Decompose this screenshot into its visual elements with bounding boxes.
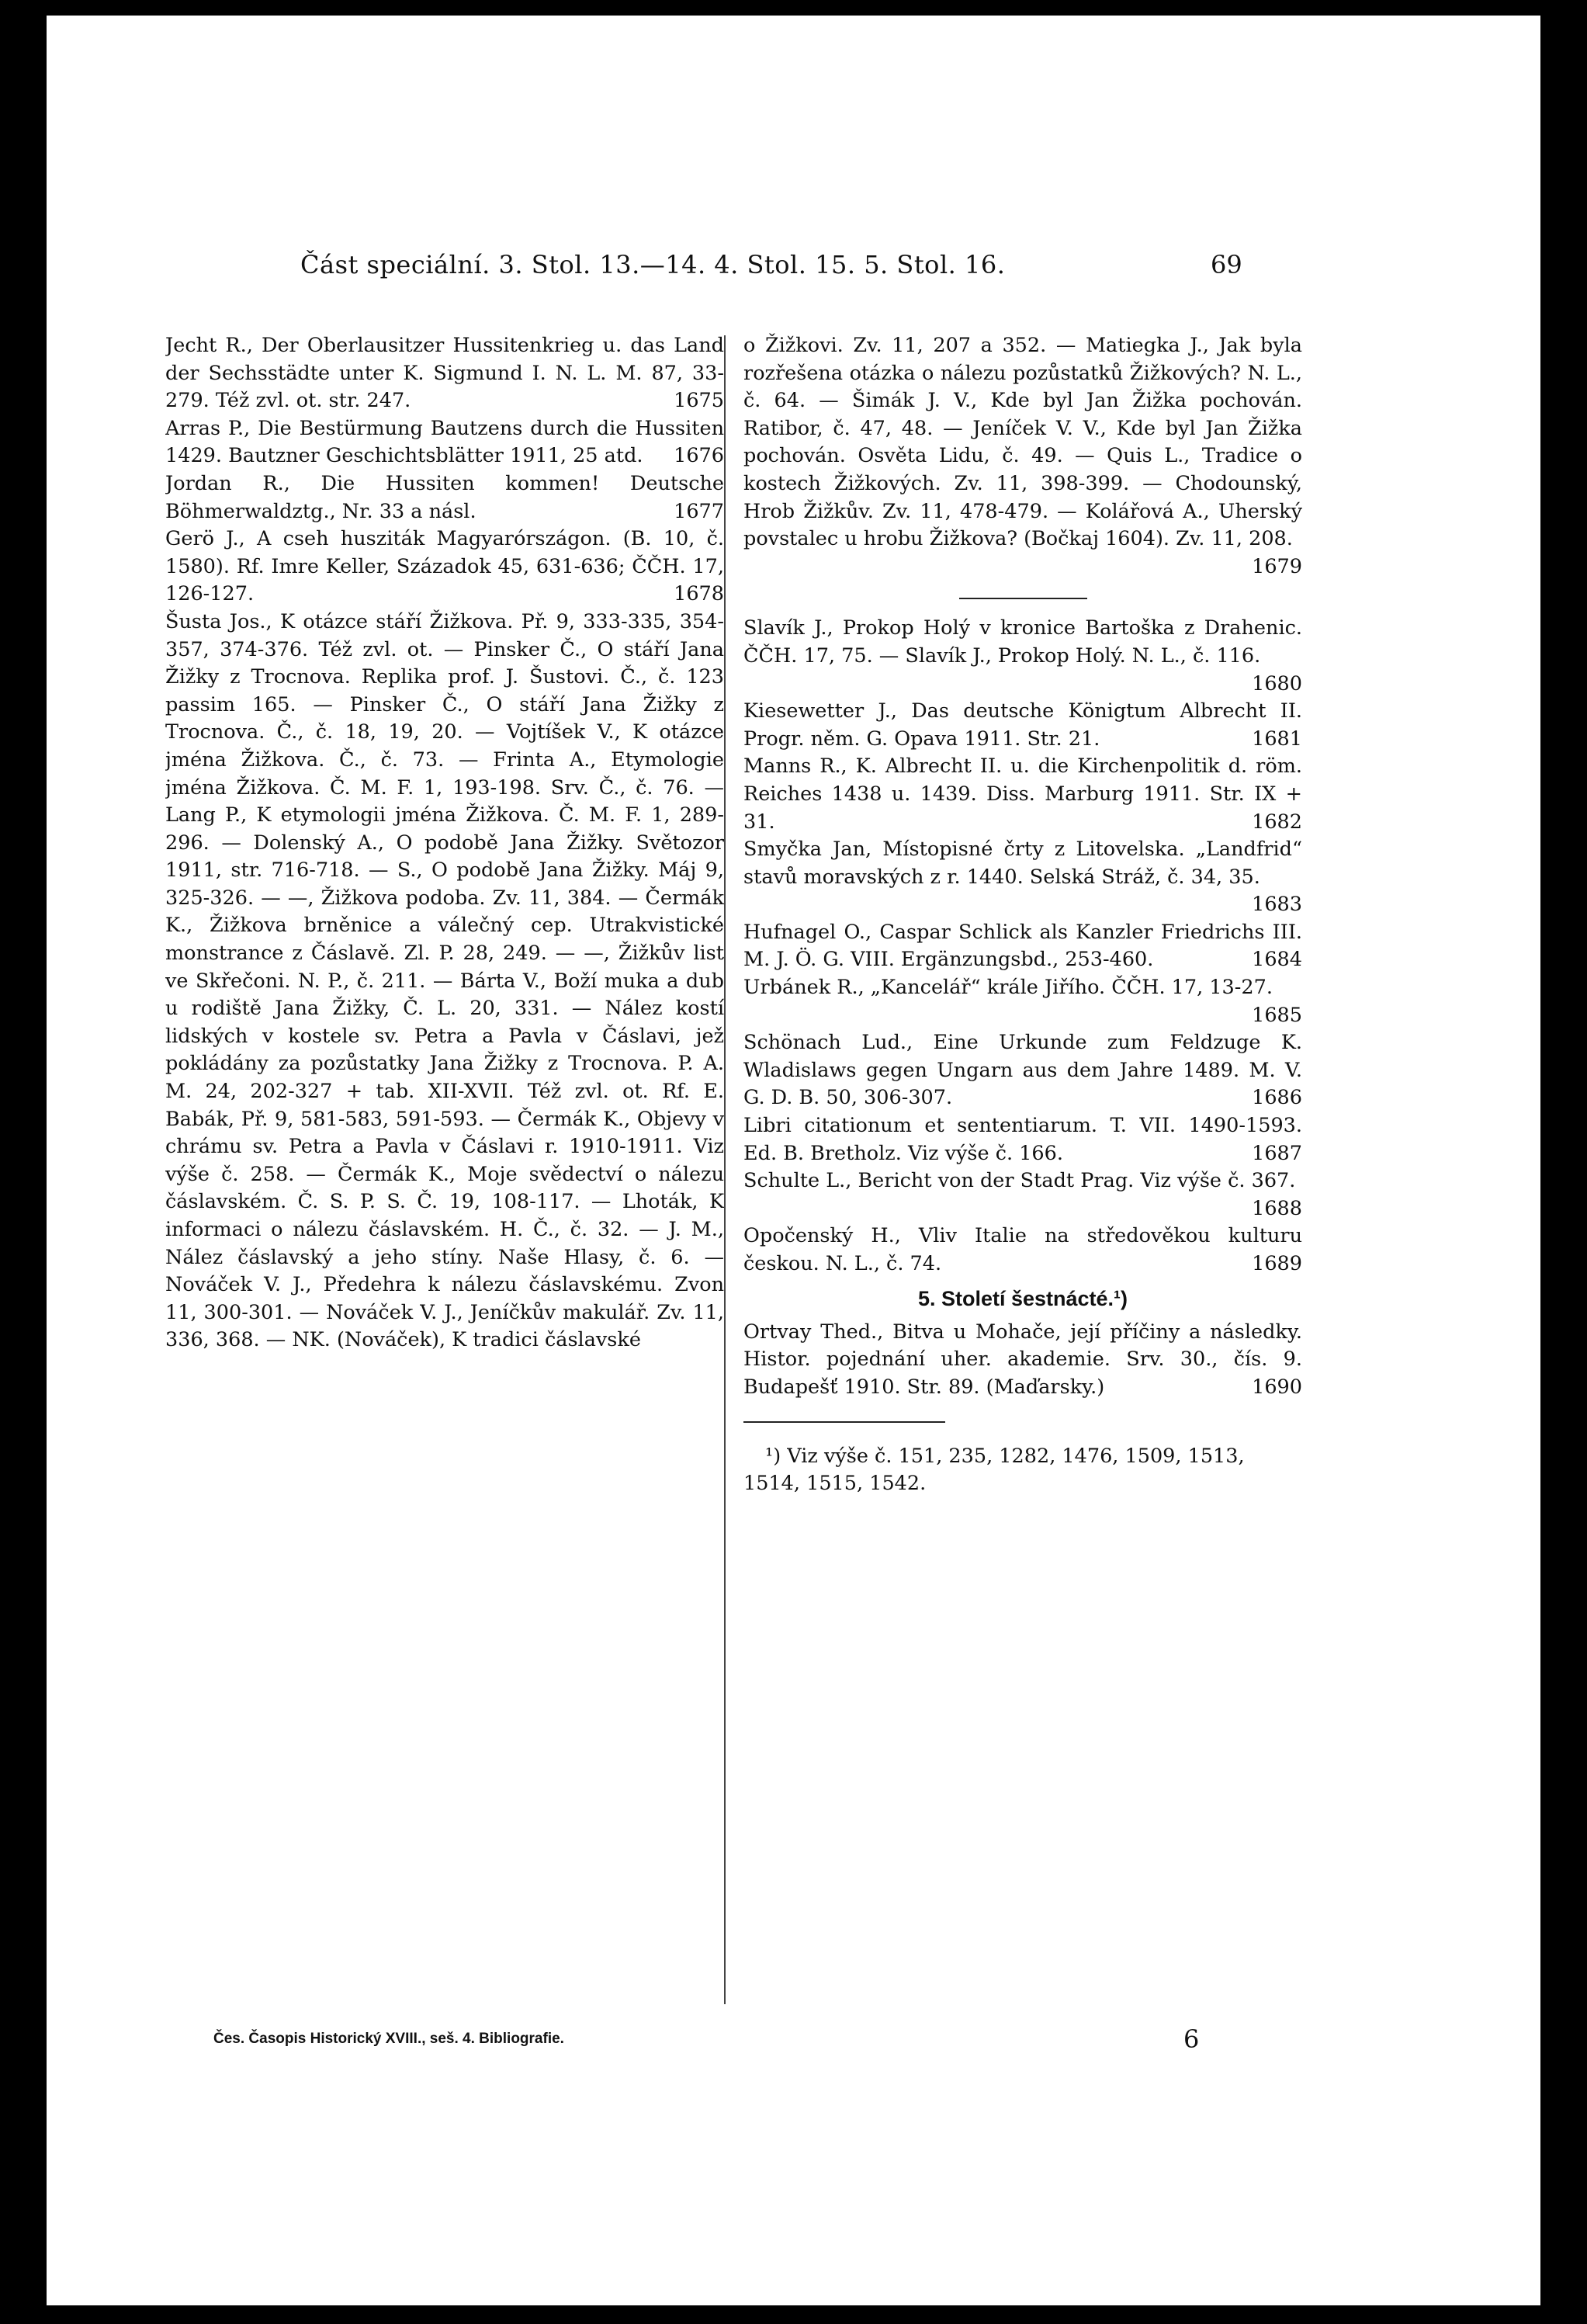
bibliography-entry-1687 — [743, 1112, 1302, 1167]
entry-number: 1676 — [674, 444, 724, 468]
section-heading: 5. Století šestnácté.¹) — [917, 1286, 1128, 1310]
entry-text: o Žižkovi. Zv. 11, 207 a 352. — Matiegka J., Jak byla rozřešena otázka o nálezu pozůstatků Žižkových? N. L., č. 64. — Šimák J. V., Kde byl Jan Žižka pochován. Ratibor, č. 47, 48. — Jeníček V. V., Kde byl Jan Žižka pochován. Osvěta Lidu, č. 49. — Quis L., Tradice o kostech Žižkových. Zv. 11, 398-399. — Chodounský, Hrob Žižkův. Zv. 11, 478-479. — Kolářová A., Uherský povstalec u hrobu Žižkova? (Bočkaj 1604). Zv. 11, 208. — [743, 334, 1302, 551]
bibliography-entry-1677 — [165, 470, 724, 526]
entry-text: Opočenský H., Vliv Italie na středověkou kulturu českou. N. L., č. 74. — [743, 1224, 1302, 1275]
bibliography-entry-1681 — [743, 698, 1302, 753]
column-divider — [724, 335, 726, 2004]
entry-text: Smyčka Jan, Místopisné črty z Litovelska. „Landfrid“ stavů moravských z r. 1440. Selská Stráž, č. 34, 35. — [743, 838, 1302, 889]
document-page — [47, 16, 1540, 2305]
entry-number: 1681 — [1252, 727, 1302, 751]
entry-text: Jordan R., Die Hussiten kommen! Deutsche Böhmerwaldztg., Nr. 33 a násl. — [165, 471, 724, 523]
entry-text: Libri citationum et sententiarum. T. VII. 1490-1593. Ed. B. Bretholz. Viz výše č. 166. — [743, 1114, 1302, 1165]
page-number: 69 — [1211, 250, 1242, 279]
footnote-rule — [743, 1421, 945, 1423]
bibliography-entry-1679-part-1 — [165, 609, 724, 1355]
entry-text: Ortvay Thed., Bitva u Mohače, její příčiny a následky. Histor. pojednání uher. akademie. Srv. 30., čís. 9. Budapešť 1910. Str. 89. (Maďarsky.) — [743, 1320, 1302, 1399]
entry-number: 1685 — [1252, 1003, 1302, 1027]
entry-text: Šusta Jos., K otázce stáří Žižkova. Př. 9, 333-335, 354-357, 374-376. Též zvl. ot. — Pinsker Č., O stáří Jana Žižky z Trocnova. Replika prof. J. Šustovi. Č., č. 123 passim 165. — Pinsker Č., O stáří Jana Žižky z Trocnova. Č., č. 18, 19, 20. — Vojtíšek V., K otázce jména Žižkova. Č., č. 73. — Frinta A., Etymologie jména Žižkova. Č. M. F. 1, 193-198. Srv. Č., č. 76. — Lang P., K etymologii jména Žižkova. Č. M. F. 1, 289-296. — Dolenský A., O podobě Jana Žižky. Světozor 1911, str. 716-718. — S., O podobě Jana Žižky. Máj 9, 325-326. — —, Žižkova podoba. Zv. 11, 384. — Čermák K., Žižkova brněnice a válečný cep. Utrakvistické monstrance z Čáslavě. Zl. P. 28, 249. — —, Žižkův list ve Skřečoni. N. P., č. 211. — Bárta V., Boží muka a dub u rodiště Jana Žižky, Č. L. 20, 331. — Nález kostí lidských v kostele sv. Petra a Pavla v Čáslavi, jež pokládány za pozůstatky Jana Žižky z Trocnova. P. A. M. 24, 202-327 + tab. XII-XVII. Též zvl. ot. Rf. E. Babák, Př. 9, 581-583, 591-593. — Čermák K., Objevy v chrámu sv. Petra a Pavla v Čáslavi r. 1910-1911. Viz výše č. 258. — Čermák K., Moje svědectví o nálezu čáslavském. Č. S. P. S. Č. 19, 108-117. — Lhoták, K informaci o nálezu čáslavském. H. Č., č. 32. — J. M., Nález čáslavský a jeho stíny. Naše Hlasy, č. 6. — Nováček V. J., Předehra k nálezu čáslavskému. Zvon 11, 300-301. — Nováček V. J., Jeníčkův makulář. Zv. 11, 336, 368. — NK. (Nováček), K tradici čáslavské — [165, 609, 724, 1352]
entry-number: 1684 — [1252, 948, 1302, 972]
entry-text: Slavík J., Prokop Holý v kronice Bartoška z Drahenic. ČČH. 17, 75. — Slavík J., Prokop Holý. N. L., č. 116. — [743, 616, 1302, 668]
running-head: Část speciální. 3. Stol. 13.—14. 4. Stol. 15. 5. Stol. 16. — [300, 250, 1006, 279]
bibliography-entry-1689 — [743, 1223, 1302, 1278]
bibliography-entry-1684 — [743, 919, 1302, 974]
page-header — [47, 241, 1540, 287]
entry-number: 1678 — [674, 582, 724, 606]
entry-text: Kiesewetter J., Das deutsche Königtum Albrecht II. Progr. něm. G. Opava 1911. Str. 21. — [743, 699, 1302, 751]
signature-mark: 6 — [1183, 2024, 1200, 2054]
left-column — [165, 332, 724, 2009]
entry-number: 1686 — [1252, 1086, 1302, 1110]
entry-number: 1688 — [1252, 1196, 1302, 1220]
separator-rule — [959, 598, 1087, 599]
entry-number: 1677 — [674, 499, 724, 523]
entry-number: 1680 — [1252, 671, 1302, 695]
footnote: ¹) Viz výše č. 151, 235, 1282, 1476, 1509, 1513, 1514, 1515, 1542. — [743, 1444, 1245, 1496]
entry-number: 1682 — [1252, 810, 1302, 834]
entry-text: Gerö J., A cseh husziták Magyarórszágon. (B. 10, č. 1580). Rf. Imre Keller, Századok 45, 631-636; ČČH. 17, 126-127. — [165, 527, 724, 606]
entry-text: Jecht R., Der Oberlausitzer Hussitenkrieg u. das Land der Sechsstädte unter K. Sigmund I. N. L. M. 87, 33-279. Též zvl. ot. str. 247. — [165, 334, 724, 413]
entry-number: 1690 — [1252, 1375, 1302, 1399]
bibliography-entry-1679-part-2 — [743, 332, 1302, 581]
bibliography-entry-1685 — [743, 974, 1302, 1029]
bibliography-entry-1683 — [743, 836, 1302, 919]
bibliography-entry-1678 — [165, 526, 724, 609]
bibliography-entry-1680 — [743, 615, 1302, 698]
journal-line: Čes. Časopis Historický XVIII., seš. 4. Bibliografie. — [213, 2031, 564, 2047]
entry-text: Urbánek R., „Kancelář“ krále Jiřího. ČČH. 17, 13-27. — [743, 976, 1273, 1000]
entry-text: Schönach Lud., Eine Urkunde zum Feldzuge K. Wladislaws gegen Ungarn aus dem Jahre 1489. M. V. G. D. B. 50, 306-307. — [743, 1031, 1302, 1110]
entry-text: Schulte L., Bericht von der Stadt Prag. Viz výše č. 367. — [743, 1169, 1296, 1193]
entry-text: Hufnagel O., Caspar Schlick als Kanzler Friedrichs III. M. J. Ö. G. VIII. Ergänzungsbd., 253-460. — [743, 920, 1302, 972]
bibliography-entry-1686 — [743, 1029, 1302, 1112]
entry-number: 1675 — [674, 389, 724, 413]
bibliography-entry-1676 — [165, 415, 724, 470]
entry-text: Arras P., Die Bestürmung Bautzens durch die Hussiten 1429. Bautzner Geschichtsblätter 1911, 25 atd. — [165, 416, 724, 468]
entry-number: 1687 — [1252, 1141, 1302, 1165]
bibliography-entry-1682 — [743, 753, 1302, 836]
right-column — [743, 332, 1302, 2009]
bibliography-entry-1675 — [165, 332, 724, 415]
bibliography-entry-1690 — [743, 1319, 1302, 1402]
page-footer — [213, 2024, 1261, 2063]
entry-text: Manns R., K. Albrecht II. u. die Kirchenpolitik d. röm. Reiches 1438 u. 1439. Diss. Marburg 1911. Str. IX + 31. — [743, 754, 1302, 834]
entry-number: 1689 — [1252, 1252, 1302, 1275]
entry-number: 1683 — [1252, 893, 1302, 917]
entry-number: 1679 — [1252, 554, 1302, 578]
bibliography-entry-1688 — [743, 1167, 1302, 1223]
